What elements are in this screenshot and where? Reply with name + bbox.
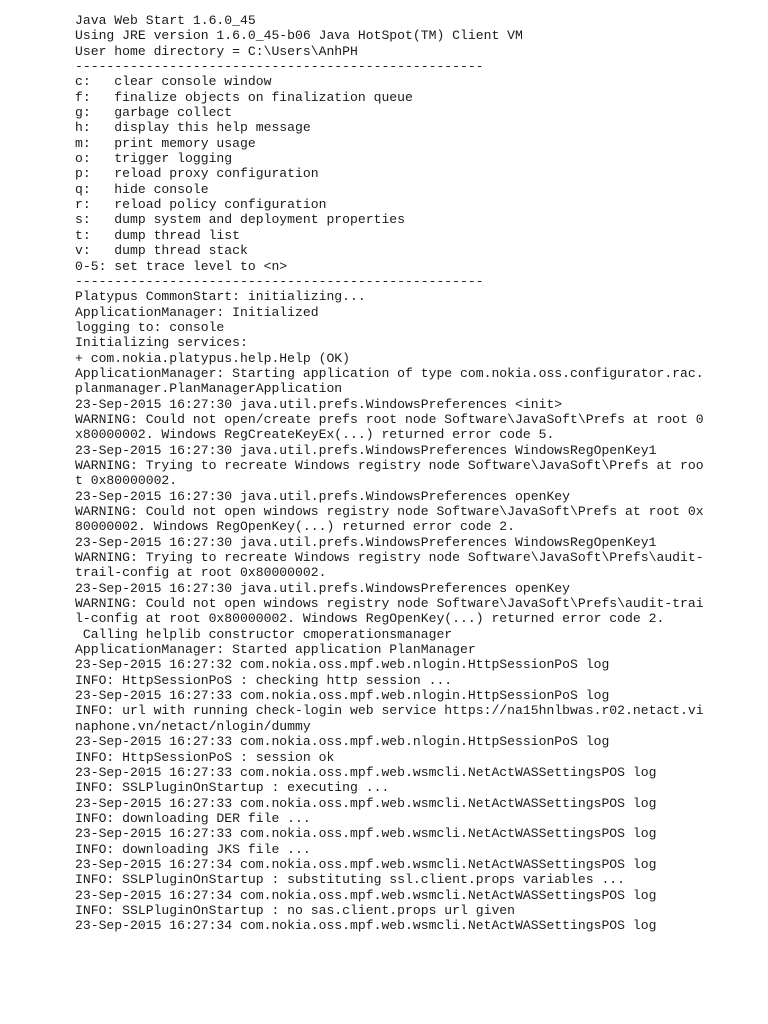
console-line: User home directory = C:\Users\AnhPH (75, 43, 358, 59)
console-line: INFO: SSLPluginOnStartup : substituting ssl.client.props variables ... (75, 872, 626, 888)
console-line: 23-Sep-2015 16:27:33 com.nokia.oss.mpf.web.wsmcli.NetActWASSettingsPOS log (75, 764, 657, 780)
console-line: INFO: HttpSessionPoS : checking http session ... (75, 672, 453, 688)
console-line: Java Web Start 1.6.0_45 (75, 13, 256, 28)
console-line: s: dump system and deployment properties (75, 212, 406, 228)
console-line: WARNING: Could not open windows registry node Software\JavaSoft\Prefs at root 0x (75, 504, 704, 519)
console-line: 23-Sep-2015 16:27:33 com.nokia.oss.mpf.web.nlogin.HttpSessionPoS log (75, 734, 610, 750)
console-line: q: hide console (75, 181, 209, 197)
console-line: INFO: downloading JKS file ... (75, 841, 311, 857)
console-line: 23-Sep-2015 16:27:34 com.nokia.oss.mpf.web.wsmcli.NetActWASSettingsPOS log (75, 856, 657, 872)
console-line: INFO: SSLPluginOnStartup : executing ... (75, 780, 390, 796)
console-line: 23-Sep-2015 16:27:30 java.util.prefs.WindowsPreferences openKey (75, 488, 571, 504)
java-console-output (75, 13, 735, 934)
console-line: Calling helplib constructor cmoperationsmanager (75, 626, 453, 642)
console-line: r: reload policy configuration (75, 197, 327, 213)
console-line: ApplicationManager: Initialized (75, 304, 319, 320)
console-line: logging to: console (75, 319, 225, 335)
console-line: x80000002. Windows RegCreateKeyEx(...) returned error code 5. (75, 427, 555, 443)
console-line: t 0x80000002. (75, 473, 178, 489)
console-line: 23-Sep-2015 16:27:34 com.nokia.oss.mpf.web.wsmcli.NetActWASSettingsPOS log (75, 887, 657, 903)
console-line: t: dump thread list (75, 227, 241, 243)
console-line: WARNING: Could not open windows registry node Software\JavaSoft\Prefs\audit-trai (75, 596, 704, 612)
console-line: + com.nokia.platypus.help.Help (OK) (75, 350, 351, 366)
console-line: f: finalize objects on finalization queue (75, 89, 413, 105)
console-line: 23-Sep-2015 16:27:30 java.util.prefs.WindowsPreferences openKey (75, 580, 571, 596)
console-line: 23-Sep-2015 16:27:33 com.nokia.oss.mpf.web.wsmcli.NetActWASSettingsPOS log (75, 795, 657, 811)
console-line: l-config at root 0x80000002. Windows RegOpenKey(...) returned error code 2. (75, 611, 665, 627)
console-line: p: reload proxy configuration (75, 166, 319, 182)
console-line: INFO: url with running check-login web service https://na15hnlbwas.r02.netact.vi (75, 703, 704, 719)
console-line: 23-Sep-2015 16:27:32 com.nokia.oss.mpf.web.nlogin.HttpSessionPoS log (75, 657, 610, 673)
console-line: trail-config at root 0x80000002. (75, 565, 327, 581)
console-line: m: print memory usage (75, 135, 256, 151)
console-line: INFO: SSLPluginOnStartup : no sas.client.props url given (75, 902, 516, 918)
console-line: ApplicationManager: Started application PlanManager (75, 642, 476, 658)
console-line: 80000002. Windows RegOpenKey(...) returned error code 2. (75, 519, 516, 535)
console-line: ApplicationManager: Starting application of type com.nokia.oss.configurator.rac. (75, 365, 704, 381)
console-line: INFO: HttpSessionPoS : session ok (75, 749, 335, 765)
console-line: ---------------------------------------------------- (75, 59, 484, 75)
console-line: g: garbage collect (75, 105, 233, 121)
console-line: Initializing services: (75, 335, 248, 351)
console-line: v: dump thread stack (75, 243, 248, 259)
console-line: 23-Sep-2015 16:27:33 com.nokia.oss.mpf.web.nlogin.HttpSessionPoS log (75, 688, 610, 704)
console-line: WARNING: Trying to recreate Windows registry node Software\JavaSoft\Prefs at roo (75, 457, 704, 473)
console-line: ---------------------------------------------------- (75, 273, 484, 289)
console-line: WARNING: Could not open/create prefs root node Software\JavaSoft\Prefs at root 0 (75, 411, 704, 427)
console-line: INFO: downloading DER file ... (75, 810, 311, 826)
console-line: naphone.vn/netact/nlogin/dummy (75, 718, 311, 734)
console-line: 23-Sep-2015 16:27:30 java.util.prefs.WindowsPreferences WindowsRegOpenKey1 (75, 534, 657, 550)
console-line: Platypus CommonStart: initializing... (75, 289, 366, 305)
console-line: Using JRE version 1.6.0_45-b06 Java HotSpot(TM) Client VM (75, 28, 523, 44)
console-line: 23-Sep-2015 16:27:30 java.util.prefs.WindowsPreferences <init> (75, 396, 563, 412)
console-line: planmanager.PlanManagerApplication (75, 381, 343, 397)
console-line: o: trigger logging (75, 151, 233, 167)
console-line: 23-Sep-2015 16:27:33 com.nokia.oss.mpf.web.wsmcli.NetActWASSettingsPOS log (75, 826, 657, 842)
console-line: WARNING: Trying to recreate Windows registry node Software\JavaSoft\Prefs\audit- (75, 550, 704, 566)
console-line: h: display this help message (75, 120, 311, 136)
console-line: 0-5: set trace level to <n> (75, 258, 288, 274)
console-line: 23-Sep-2015 16:27:30 java.util.prefs.WindowsPreferences WindowsRegOpenKey1 (75, 442, 657, 458)
console-line: 23-Sep-2015 16:27:34 com.nokia.oss.mpf.web.wsmcli.NetActWASSettingsPOS log (75, 918, 657, 934)
console-line: c: clear console window (75, 74, 272, 90)
